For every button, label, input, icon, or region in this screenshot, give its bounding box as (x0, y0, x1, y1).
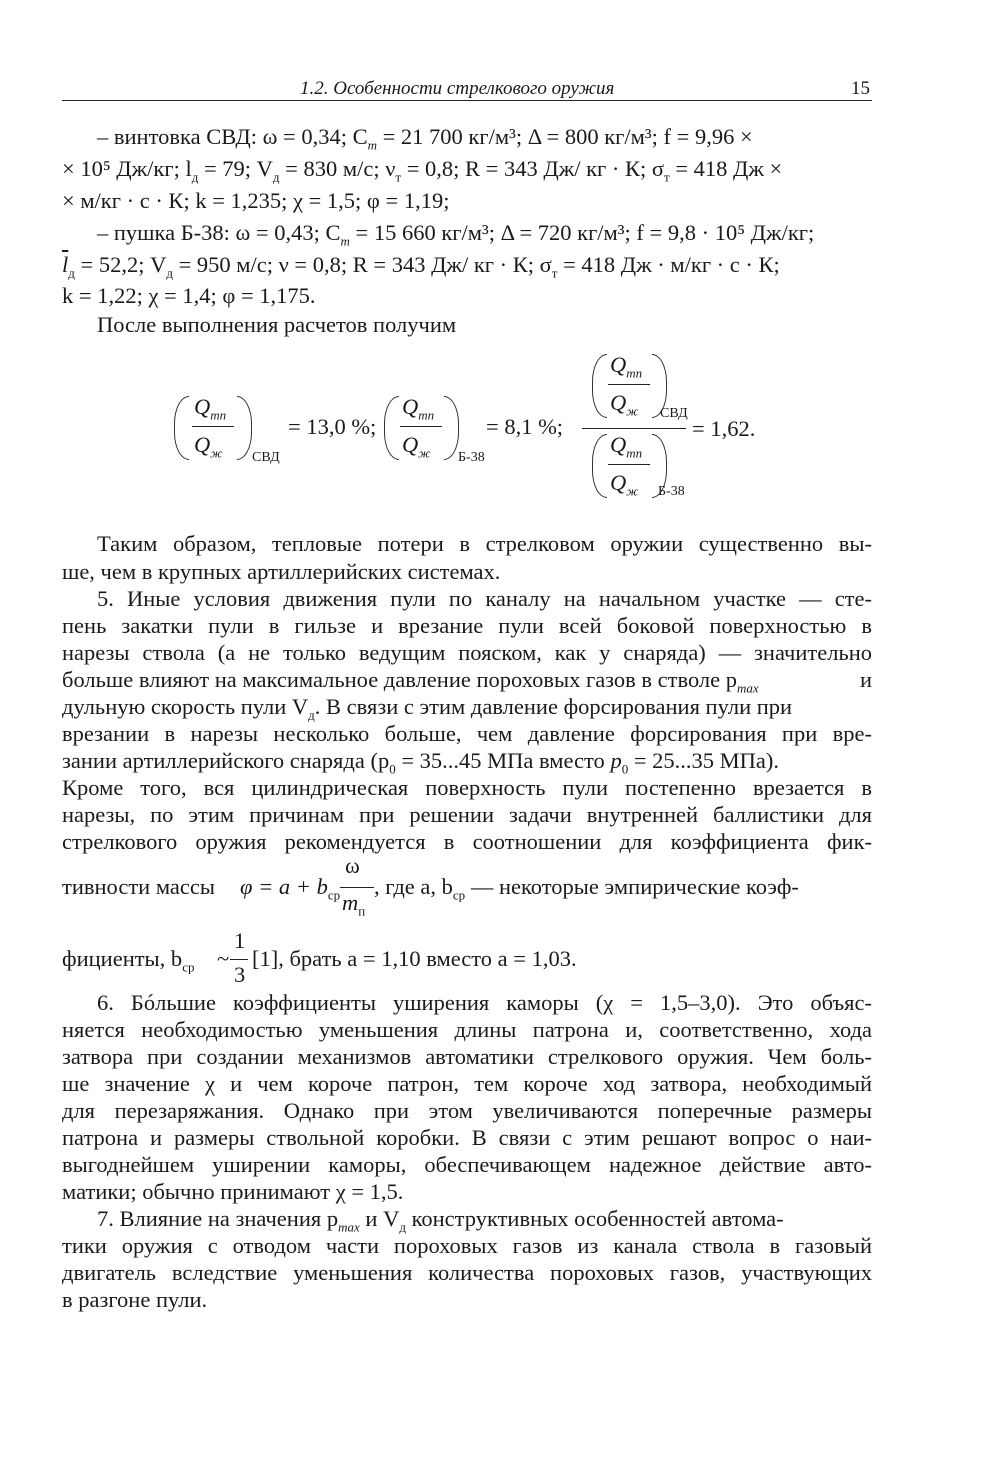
para6-line: 6. Бóльшие коэффициенты уширения каморы (χ = 1,5–3,0). Это объяс- (97, 990, 872, 1015)
b38-params-line-3: k = 1,22; χ = 1,4; φ = 1,175. (62, 283, 316, 308)
after-calc-text: После выполнения расчетов получим (97, 312, 457, 337)
para6-line: выгоднейшем уширении каморы, обеспечивающем надежное действие авто- (62, 1152, 872, 1177)
heat-loss-formula: $Q_{тп}$ $Q_ж$ СВД = 13,0 %; $Q_{тп}$ $Q_ж$ Б-38 = 8,1 %; $Q_{тп}$ $Q_ж$ СВД $Q_{тп}$ $Q_ж$ Б-38 = 1,62. (62, 346, 872, 506)
para-conclusion-line: ше, чем в крупных артиллерийских системах. (62, 559, 501, 584)
b38-params-line-1: – пушка Б-38: ω = 0,43; $C_m = 15$ 660 кг/м³; Δ = 720 кг/м³; f = 9,8 · 10⁵ Дж/кг; (97, 220, 815, 249)
para5-line: нарезы, по этим причинам при решении задачи внутренней баллистики для (62, 802, 872, 827)
para5-line: 5. Иные условия движения пули по каналу на начальном участке — сте- (97, 586, 872, 611)
header-title: 1.2. Особенности стрелкового оружия (300, 78, 615, 99)
svd-params-line-3: × м/кг · с · К; k = 1,235; χ = 1,5; φ = 1,19; (62, 188, 450, 213)
fraction-bar (230, 959, 248, 960)
para6-line: патрона и размеры ствольной коробки. В связи с этим решают вопрос о наи- (62, 1125, 872, 1150)
svd-params-line-2: × 10⁵ Дж/кг; $l_д = 79$; $V_д = 830$ м/с; $\nu_т = 0,8$; R = 343 Дж/ кг · К; $\sigma_т = 418$ Дж × (62, 156, 783, 185)
para5-line: пень закатки пули в гильзе и врезание пули всей боковой поверхностью в (62, 613, 872, 638)
para7-line: 7. Влияние на значения $p_{max}$ и $V_д$ конструктивных особенностей автома- (97, 1206, 784, 1235)
paren-left (592, 434, 607, 498)
fraction-bar (340, 887, 374, 888)
fraction-bar (608, 464, 650, 465)
para6-line: для перезаряжания. Однако при этом увеличиваются поперечные размеры (62, 1098, 872, 1123)
paren-left (592, 354, 607, 418)
para5-line: врезании в нарезы несколько больше, чем давление форсирования при вре- (62, 721, 872, 746)
para7-line: в разгоне пули. (62, 1287, 208, 1312)
para5-line: зании артиллерийского снаряда ($p_0 = 35...45$ МПа вместо $p_0 = 25...35$ МПа). (62, 748, 779, 777)
paren-left (174, 396, 189, 460)
paren-right (444, 396, 459, 460)
fraction-bar (192, 426, 234, 427)
para6-line: няется необходимостью уменьшения длины патрона и, соответственно, хода (62, 1017, 872, 1042)
para6-line: ше значение χ и чем короче патрон, тем короче ход затвора, необходимый (62, 1071, 872, 1096)
para7-line: двигатель вследствие уменьшения количества пороховых газов, участвующих (62, 1260, 872, 1285)
page-number: 15 (851, 78, 870, 99)
main-fraction-bar (582, 428, 686, 429)
para-conclusion-line: Таким образом, тепловые потери в стрелковом оружии существенно вы- (97, 531, 872, 556)
para6-line: матики; обычно принимают χ = 1,5. (62, 1179, 404, 1204)
mass-coefficient-line: тивности массы $\varphi = a + b_{ср}$ ω $m_п$ , где a, $b_{ср}$ — некоторые эмпирические коэф- (62, 853, 799, 919)
para5-line: стрелкового оружия рекомендуется в соотношении для коэффициента фик- (62, 829, 872, 854)
paren-right (237, 396, 252, 460)
running-header (62, 78, 872, 101)
fraction-bar (400, 426, 442, 427)
fraction-bar (608, 384, 650, 385)
coefficient-line: фициенты, $b_{ср}$ ~ 1 3 [1], брать a = 1,10 вместо a = 1,03. (62, 928, 577, 987)
para5-line: нарезы ствола (а не только ведущим пояском, как у снаряда) — значительно (62, 640, 872, 665)
para5-line: больше влияют на максимальное давление пороховых газов в стволе $p_{max}$ и (62, 667, 872, 696)
svd-params-line-1: – винтовка СВД: ω = 0,34; $C_m = 21$ 700 кг/м³; Δ = 800 кг/м³; f = 9,96 × (97, 124, 753, 153)
paren-left (384, 396, 399, 460)
para7-line: тики оружия с отводом части пороховых газов из канала ствола в газовый (62, 1233, 872, 1258)
para5-line: дульную скорость пули $V_д$. В связи с этим давление форсирования пули при (62, 694, 793, 723)
b38-params-line-2: $\overline{l}_д = 52,2$; $V_д = 950$ м/с; ν = 0,8; R = 343 Дж/ кг · К; $\sigma_т = 418$ Дж · м/кг · с · К; (62, 252, 780, 281)
para6-line: затвора при создании механизмов автоматики стрелкового оружия. Чем боль- (62, 1044, 872, 1069)
para5-line: Кроме того, вся цилиндрическая поверхность пули постепенно врезается в (62, 775, 872, 800)
